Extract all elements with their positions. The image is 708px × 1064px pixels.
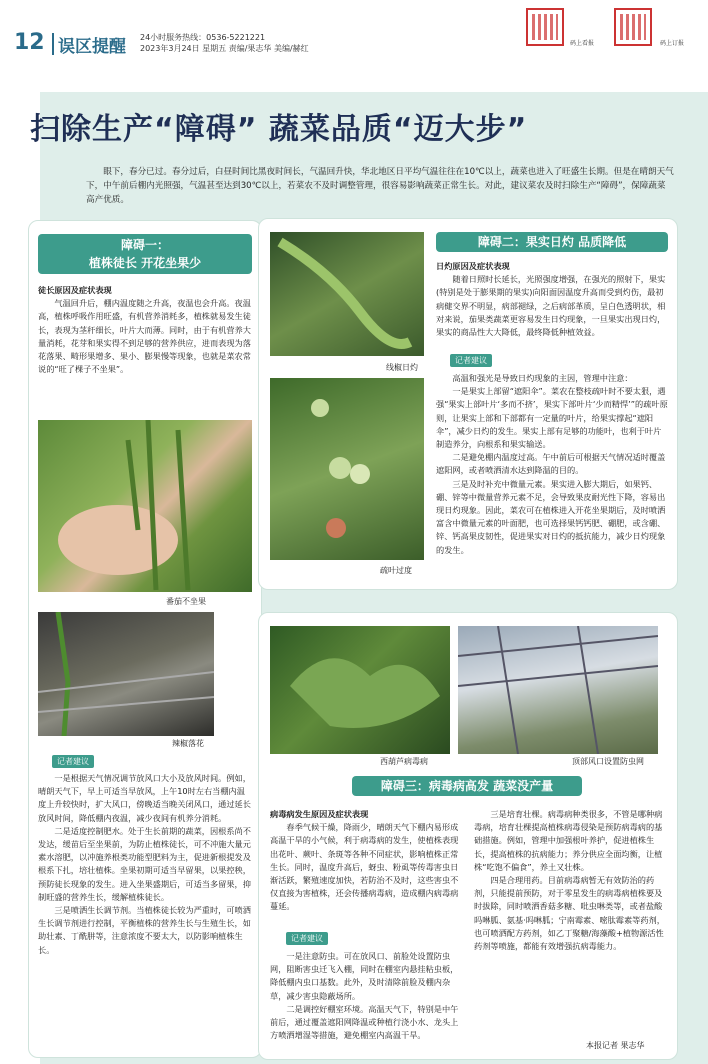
section-3-advice-right [474, 808, 668, 953]
page-header [0, 0, 708, 80]
page-number: 12 [14, 30, 45, 55]
advice-2-point-2: 二是避免棚内温度过高。午中前后可根据天气情况适时覆盖遮阳网，或者喷洒清水达到降温的目的。 [436, 452, 666, 476]
qr-code-subscribe[interactable] [614, 8, 652, 46]
reporter-signature: 本报记者 果志华 [586, 1041, 645, 1050]
section-1-advice [38, 772, 252, 957]
section-3-heading: 障碍三：病毒病高发 蔬菜没产量 [352, 776, 582, 796]
chili-shape [280, 242, 410, 344]
dateline: 2023年3月24日 星期五 责编/果志华 美编/赫红 [140, 44, 309, 53]
hotline: 24小时服务热线：0536-5221221 [140, 33, 266, 42]
section-3-left-column [270, 808, 464, 914]
section-2-subhead: 日灼原因及症状表现 [436, 261, 510, 271]
photo-caption-tomato: 番茄不坐果 [166, 597, 206, 606]
hand-shape [58, 505, 178, 575]
frame-lines [458, 626, 658, 754]
advice-3-point-2: 二是调控好棚室环境。高温天气下，特别是中午前后，通过覆盖遮阳网降温或种植行浇小水、龙头上方喷洒增湿等措施，避免棚室内高温干旱。 [270, 1003, 459, 1041]
section-1-title-line1: 障碍一： [120, 238, 169, 252]
tomato-cluster-illustration [270, 378, 424, 560]
advice-1-point-3: 三是喷洒生长调节剂。当植株徒长较为严重时，可喷洒生长调节剂进行控制，平衡植株的营养生长与生殖生长，如助壮素、丁酰肼等，注意浓度不要太大，以防影响植株生长。 [38, 905, 251, 955]
section-1-intro [38, 284, 252, 376]
tomato-plant-illustration [38, 420, 252, 592]
article-title: 扫除生产“障碍” 蔬菜品质“迈大步” [30, 112, 528, 147]
section-1-subhead: 徒长原因及症状表现 [38, 285, 112, 295]
chili-illustration [270, 232, 424, 356]
section-2-intro [436, 260, 668, 339]
zucchini-leaf-illustration [270, 626, 450, 754]
header-meta [140, 32, 309, 54]
section-3-subhead: 病毒病发生原因及症状表现 [270, 809, 369, 819]
fruit-shape [329, 457, 351, 479]
advice-3-point-3: 三是培育壮棵。病毒病种类很多，不管是哪种病毒病，培育壮棵提高植株病毒侵染是预防病毒病的基础措施。例如，管理中加强根叶养护，促进植株生长，提高植株的抗病能力；养分供应全面均衡，让植株“吃饱不偏食”，养土又壮株。 [474, 809, 663, 872]
advice-tag-2: 记者建议 [450, 354, 492, 367]
qr-label-read: 码上看报 [570, 40, 595, 47]
header-divider [52, 33, 54, 55]
section-2-advice [436, 372, 668, 557]
greenhouse-frame-illustration [458, 626, 658, 754]
fruit-shape [350, 464, 370, 484]
advice-tag-3: 记者建议 [286, 932, 328, 945]
pepper-stem [58, 612, 68, 736]
photo-caption-chili: 线椒日灼 [386, 363, 418, 372]
section-2-heading: 障碍二：果实日灼 品质降低 [436, 232, 668, 252]
zucchini-virus-photo [270, 626, 450, 754]
pepper-photo [38, 612, 214, 736]
section-3-body: 春季气候干燥，降雨少，晴朗天气下棚内易形成高温干旱的小气候，利于病毒病的发生，使植株表现出花叶、蕨叶、条斑等各种不同症状，影响植株正常生长。同时，温度升高后，蚜虫、粉虱等传毒害虫日渐活跃，繁殖速度加快，若防治不及时，这些害虫不仅直接为害植株，还会传播病毒病，造成棚内病毒病蔓延。 [270, 822, 459, 912]
section-3-advice-left [270, 950, 464, 1042]
section-1-body: 气温回升后，棚内温度随之升高，夜温也会升高。夜温高，植株呼吸作用旺盛，有机营养消耗多，植株就易发生徒长，表现为茎秆细长，叶片大而薄。同时，由于有机营养大量消耗，花芽和果实得不到足够的营养供应，进而表现为落花落果、畸形果增多、果小、膨果慢等现象，也就是菜农常说的“旺了棵子不坐果”。 [38, 298, 251, 375]
advice-tag-1: 记者建议 [52, 755, 94, 768]
section-name: 误区提醒 [58, 37, 126, 57]
section-1-title-line2: 植株徒长 开花坐果少 [88, 256, 202, 270]
fruit-shape [326, 518, 346, 538]
advice-1-point-1: 一是根据天气情况调节放风口大小及放风时间。例如，晴朗天气下，早上可适当早放风，上午10时左右当棚内温度上升较快时，扩大风口，傍晚适当晚关闭风口，通过延长放风时间，降低棚内夜温，减少夜间有机养分消耗。 [38, 773, 251, 823]
fruit-shape [311, 399, 329, 417]
section-1-heading [38, 234, 252, 274]
advice-2-intro: 高温和强光是导致日灼现象的主因，管理中注意： [452, 373, 633, 383]
greenhouse-net-photo [458, 626, 658, 754]
advice-3-point-4: 四是合理用药。目前病毒病暂无有效防治的药剂，只能提前预防，对于零星发生的病毒病植株要及时拔除，同时喷洒香菇多糖、吡虫啉类等，或者盐酸吗啉胍、氨基·吗啉胍；宁南霉素、嘧肽霉素等药剂，也可喷洒配方药剂，如乙丁聚糖/海藻酸+植物源活性药剂等喷施，都能有效增强抗病毒能力。 [474, 875, 665, 952]
photo-caption-zucchini: 西葫芦病毒病 [380, 757, 428, 766]
photo-caption-pepper: 辣椒落花 [172, 739, 204, 748]
tomato-photo [38, 420, 252, 592]
qr-label-subscribe: 码上订报 [660, 40, 685, 47]
advice-3-point-1: 一是注意防虫。可在放风口、前脸处设置防虫网，阻断害虫迁飞入棚，同时在棚室内悬挂粘虫板，降低棚内虫口基数。此外，及时清除前脸及棚内杂草，减少害虫隐蔽场所。 [270, 951, 459, 1001]
qr-code-read[interactable] [526, 8, 564, 46]
section-2-body: 随着日照时长延长，光照强度增强，在强光的照射下，果实(特别是处于膨果期的果实)向阳面因温度升高而受到灼伤，最初病健交界不明显，病部褪绿，之后病部革质，呈白色透明状，相对来说，茄果类蔬菜更容易发生日灼现象，一旦果实出现日灼，果实的商品性大大降低，最终降低种植效益。 [436, 274, 666, 338]
advice-1-point-2: 二是适度控制肥水。处于生长前期的蔬菜，因根系尚不发达，缓苗后至坐果前，为防止植株徒长，可不冲施大量元素水溶肥，以冲施养根类功能型肥料为主，促进新根提发及根系下扎，培壮植株。坐果初期可适当早留果，以果控秧，预防徒长现象的发生。进入坐果盛期后，可适当多留果，抑制旺盛的营养生长，缓解植株徒长。 [38, 825, 251, 902]
pepper-plant-illustration [38, 612, 214, 736]
photo-caption-greenhouse: 顶部风口设置防虫网 [572, 757, 644, 766]
chili-sunburn-photo [270, 232, 424, 356]
article-lead: 眼下，春分已过。春分过后，白昼时间比黑夜时间长，气温回升快，华北地区日平均气温往往在10℃以上，蔬菜也进入了旺盛生长期。但是在晴朗天气下，中午前后棚内光照强，气温甚至达到30℃以上，若菜农不及时调整管理，很容易影响蔬菜正常生长。对此，建议菜农及时扫除生产“障碍”，保障蔬菜高产优质。 [86, 167, 674, 205]
tomato-defoliation-photo [270, 378, 424, 560]
photo-caption-defoliation: 疏叶过度 [380, 566, 412, 575]
leaf-shape [290, 658, 440, 728]
advice-2-point-1: 一是果实上部留“遮阳伞”。菜农在整枝疏叶时不要太狠，遇强“果实上部叶片‘多而不挤’，果实下部叶片‘少而精悍’”的疏叶原则，让果实上部和下部都有一定量的叶片，给果实撑起“遮阳伞”，减少日灼的发生。果实上部有足够的功能叶，也利于叶片制造养分，向根系和果实输送。 [436, 386, 668, 450]
advice-2-point-3: 三是及时补充中微量元素。果实进入膨大期后，如果钙、硼、锌等中微量营养元素不足，会导致果皮耐光性下降，容易出现日灼现象。因此，菜农可在植株进入开花坐果期后，及时喷洒富含中微量元素的叶面肥，也可选择果钙钙肥、硼肥，或含硼、锌、钙高果皮韧性，促进果实对日灼的抵抗能力，减少日灼现象的发生。 [436, 478, 666, 555]
